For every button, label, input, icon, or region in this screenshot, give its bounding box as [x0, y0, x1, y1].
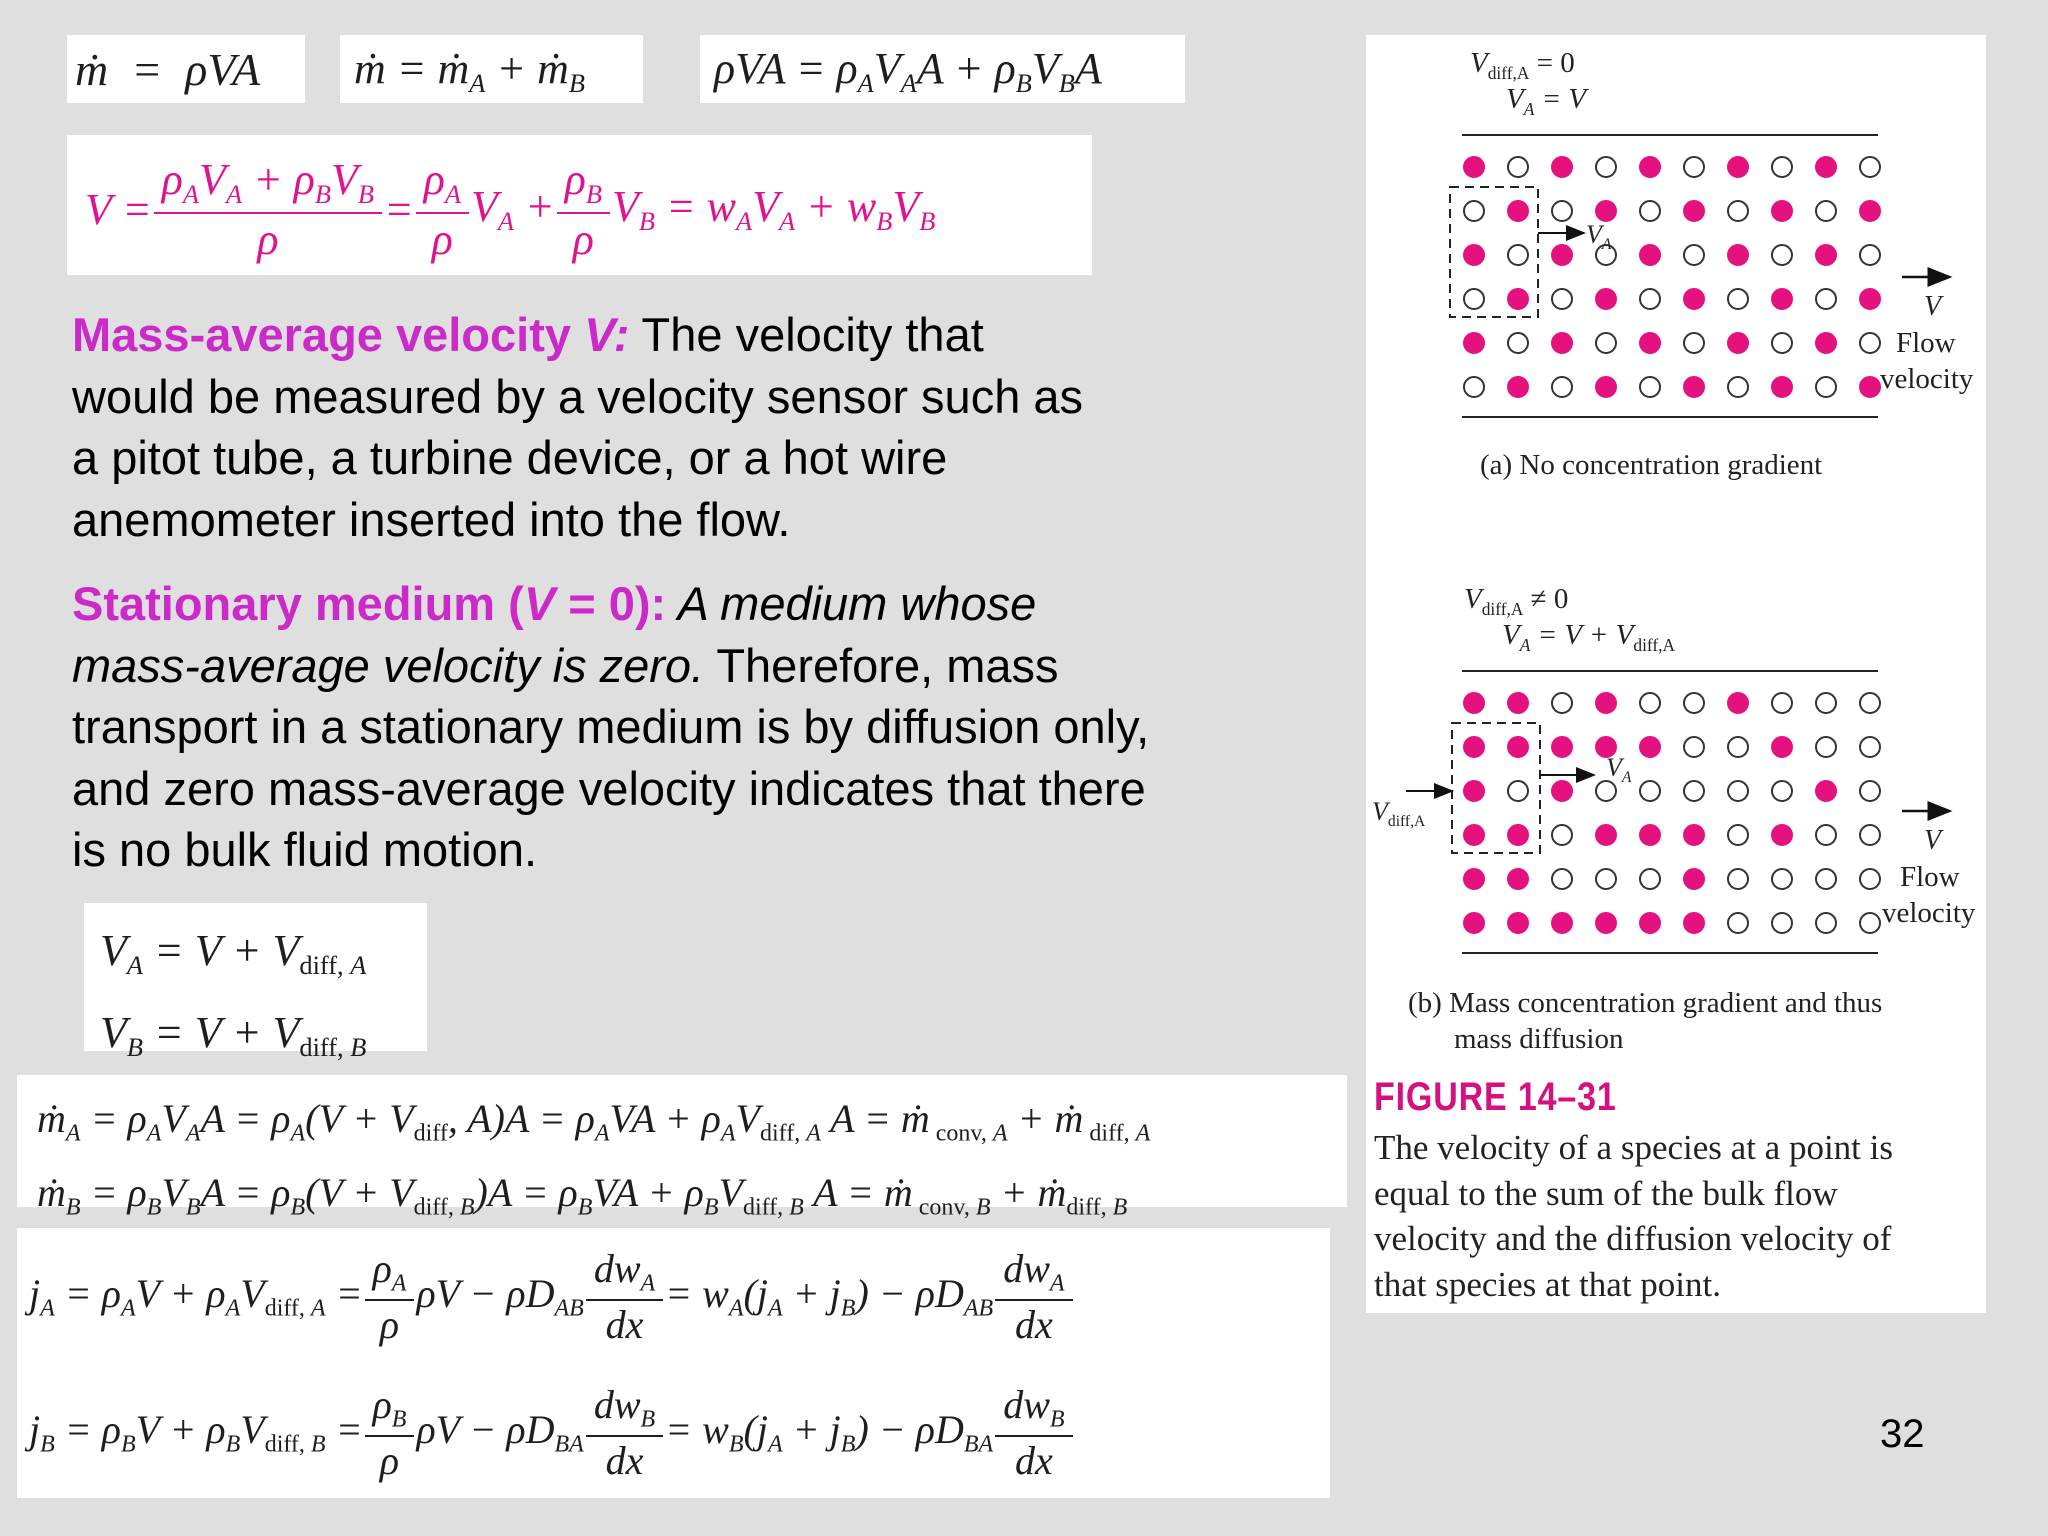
species-b-particle — [1640, 201, 1660, 221]
species-b-particle — [1684, 245, 1704, 265]
species-a-particle — [1464, 245, 1484, 265]
species-a-particle — [1552, 737, 1572, 757]
species-a-particle — [1640, 825, 1660, 845]
species-b-particle — [1772, 157, 1792, 177]
panel-a-v-label: V — [1924, 291, 1942, 322]
species-b-particle — [1640, 781, 1660, 801]
species-a-particle — [1464, 737, 1484, 757]
species-a-particle — [1772, 201, 1792, 221]
species-b-particle — [1816, 913, 1836, 933]
species-a-particle — [1684, 289, 1704, 309]
panel-b-particles — [1464, 693, 1880, 933]
species-a-particle — [1684, 377, 1704, 397]
species-b-particle — [1816, 825, 1836, 845]
species-a-particle — [1684, 201, 1704, 221]
species-b-particle — [1684, 781, 1704, 801]
species-a-particle — [1508, 377, 1528, 397]
species-b-particle — [1860, 737, 1880, 757]
figure-title: FIGURE 14–31 — [1374, 1075, 1617, 1119]
species-a-particle — [1464, 693, 1484, 713]
species-a-particle — [1772, 289, 1792, 309]
species-b-particle — [1816, 377, 1836, 397]
species-a-particle — [1816, 157, 1836, 177]
species-b-particle — [1508, 781, 1528, 801]
species-a-particle — [1640, 737, 1660, 757]
species-b-particle — [1772, 333, 1792, 353]
species-b-particle — [1552, 377, 1572, 397]
species-b-particle — [1728, 289, 1748, 309]
mass-flow-sum-equation: ṁ = ṁ$_A$ + ṁ$_B$ — [340, 35, 643, 103]
panel-a-velocity-label: velocity — [1880, 363, 1974, 395]
species-b-particle — [1640, 289, 1660, 309]
species-mass-flow-equations: ṁ$_A$ = $\rho_AV_AA = \rho_A(V + V_{diff}$, $A)A = \rho_AVA + \rho_AV_{diff, A}$ A = ṁ $_{conv, A}$ + ṁ $_{diff, A}$ ṁ$_B$ = $\rho_BV_BA = \rho_B(V + V_{diff, B})A = \rho_BVA + \rho_BV_{diff, B}$ A = ṁ $_{conv, B}$ + ṁ$_{diff, B}$ — [17, 1075, 1347, 1207]
species-b-particle — [1596, 157, 1616, 177]
species-b-particle — [1860, 781, 1880, 801]
species-a-particle — [1684, 913, 1704, 933]
species-b-particle — [1464, 377, 1484, 397]
species-a-particle — [1596, 825, 1616, 845]
species-b-particle — [1728, 913, 1748, 933]
species-b-particle — [1596, 333, 1616, 353]
species-b-particle — [1860, 825, 1880, 845]
species-b-particle — [1552, 289, 1572, 309]
mass-flow-equation: ṁ = ρVA — [67, 35, 305, 103]
species-b-particle — [1772, 245, 1792, 265]
panel-b-caption: (b) Mass concentration gradient and thus mass diffusion — [1408, 987, 1883, 1055]
panel-b-velocity-label: velocity — [1882, 897, 1976, 929]
panel-a-va-label: $V_A$ — [1586, 220, 1612, 254]
mass-flux-equations: $j_A = \rho_AV + \rho_AV_{diff, A}$ = $\frac{\rho_A}{\rho}$ $\rho V - \rho D_{AB}$ $\frac{dw_A}{dx}$ = $w_A(j_A + j_B) - \rho D_{AB}$ $\frac{dw_A}{dx}$ $j_B = \rho_BV + \rho_BV_{diff, B}$ = $\frac{\rho_B}{\rho}$ $\rho V - \rho D_{BA}$ $\frac{dw_B}{dx}$ = $w_B(j_A + j_B) - \rho D_{BA}$ $\frac{dw_B}{dx}$ — [17, 1228, 1330, 1498]
figure-caption: The velocity of a species at a point is equal to the sum of the bulk flow velocity and the diffusion velocity of that species at that point. — [1374, 1128, 1894, 1304]
species-b-particle — [1728, 869, 1748, 889]
species-a-particle — [1860, 201, 1880, 221]
panel-b-vdiff-label: $V_{diff,A}$ — [1372, 797, 1426, 831]
species-a-particle — [1640, 157, 1660, 177]
species-a-particle — [1860, 377, 1880, 397]
species-b-particle — [1684, 737, 1704, 757]
species-b-particle — [1860, 693, 1880, 713]
species-b-particle — [1772, 781, 1792, 801]
species-b-particle — [1640, 693, 1660, 713]
definition-term: Stationary medium ( — [72, 577, 524, 630]
species-b-particle — [1508, 333, 1528, 353]
species-b-particle — [1684, 157, 1704, 177]
species-b-particle — [1816, 737, 1836, 757]
panel-b-va-label: $V_A$ — [1606, 753, 1632, 787]
species-b-particle — [1640, 377, 1660, 397]
species-a-particle — [1772, 377, 1792, 397]
species-b-particle — [1464, 201, 1484, 221]
species-a-particle — [1816, 781, 1836, 801]
species-a-particle — [1772, 825, 1792, 845]
species-a-particle — [1596, 377, 1616, 397]
species-b-particle — [1552, 693, 1572, 713]
species-b-particle — [1772, 693, 1792, 713]
species-b-particle — [1684, 693, 1704, 713]
species-b-particle — [1772, 913, 1792, 933]
panel-a-caption: (a) No concentration gradient — [1480, 449, 1823, 481]
species-b-particle — [1728, 377, 1748, 397]
species-a-particle — [1508, 289, 1528, 309]
species-velocity-equations: $V_A = V + V_{diff, A}$ $V_B = V + V_{diff, B}$ — [84, 903, 427, 1051]
species-a-particle — [1684, 869, 1704, 889]
species-b-particle — [1772, 869, 1792, 889]
species-b-particle — [1860, 245, 1880, 265]
particle-diagrams — [1366, 35, 1986, 1035]
stationary-medium-definition: Stationary medium (V = 0): A medium whose mass-average velocity is zero. Therefore, mass transport in a stationary medium is by diffusion only, and zero mass-average velocity indicates that there is no bulk fluid motion. — [72, 577, 1150, 876]
species-b-particle — [1552, 201, 1572, 221]
species-a-particle — [1640, 245, 1660, 265]
species-b-particle — [1860, 913, 1880, 933]
definition-term: Mass-average velocity — [72, 308, 585, 361]
species-a-particle — [1596, 201, 1616, 221]
species-a-particle — [1816, 333, 1836, 353]
species-b-particle — [1816, 693, 1836, 713]
species-b-particle — [1728, 781, 1748, 801]
species-a-particle — [1816, 245, 1836, 265]
species-a-particle — [1552, 157, 1572, 177]
species-a-particle — [1508, 201, 1528, 221]
species-b-particle — [1816, 201, 1836, 221]
species-a-particle — [1728, 245, 1748, 265]
species-a-particle — [1464, 869, 1484, 889]
species-a-particle — [1552, 781, 1572, 801]
mass-average-velocity-definition: Mass-average velocity V: The velocity that would be measured by a velocity sensor such as a pitot tube, a turbine device, or a hot wire anemometer inserted into the flow. — [72, 308, 1084, 546]
species-b-particle — [1816, 289, 1836, 309]
species-b-particle — [1816, 869, 1836, 889]
species-b-particle — [1552, 825, 1572, 845]
panel-a-flow-label: Flow — [1896, 327, 1956, 359]
species-a-particle — [1596, 913, 1616, 933]
species-a-particle — [1596, 693, 1616, 713]
panel-b-v-label: V — [1924, 825, 1942, 856]
species-b-particle — [1508, 245, 1528, 265]
species-a-particle — [1860, 289, 1880, 309]
species-b-particle — [1860, 333, 1880, 353]
species-b-particle — [1728, 201, 1748, 221]
mass-average-velocity-equation: V = $\frac{\rho_AV_A + \rho_BV_B}{\rho}$ = $\frac{\rho_A}{\rho}$ $V_A$ + $\frac{\rho_B}{\rho}$ $V_B = w_AV_A + w_BV_B$ — [67, 135, 1092, 275]
species-a-particle — [1464, 825, 1484, 845]
species-b-particle — [1860, 869, 1880, 889]
species-b-particle — [1508, 157, 1528, 177]
species-b-particle — [1464, 289, 1484, 309]
species-a-particle — [1772, 737, 1792, 757]
species-a-particle — [1640, 913, 1660, 933]
panel-a-vdiff-equation: $V_{diff,A} = 0$ — [1470, 47, 1575, 83]
species-a-particle — [1464, 913, 1484, 933]
panel-a-particles — [1464, 157, 1880, 397]
figure-14-31 — [1366, 35, 1986, 1313]
species-b-particle — [1860, 157, 1880, 177]
species-a-particle — [1552, 913, 1572, 933]
species-a-particle — [1464, 333, 1484, 353]
species-a-particle — [1728, 157, 1748, 177]
species-a-particle — [1508, 825, 1528, 845]
species-a-particle — [1728, 333, 1748, 353]
species-b-particle — [1596, 869, 1616, 889]
species-a-particle — [1640, 333, 1660, 353]
species-b-particle — [1552, 869, 1572, 889]
species-a-particle — [1508, 737, 1528, 757]
species-a-particle — [1552, 245, 1572, 265]
density-velocity-equation: $\rho VA = \rho_AV_AA + \rho_BV_BA$ — [700, 35, 1185, 103]
species-a-particle — [1508, 913, 1528, 933]
panel-b-vdiff-equation: $V_{diff,A} \ne 0$ — [1464, 583, 1569, 619]
species-a-particle — [1552, 333, 1572, 353]
species-a-particle — [1684, 825, 1704, 845]
panel-b-va-equation: $V_A = V + V_{diff,A}$ — [1502, 619, 1676, 655]
panel-a-va-equation: $V_A = V$ — [1506, 83, 1587, 119]
species-a-particle — [1508, 693, 1528, 713]
species-a-particle — [1464, 781, 1484, 801]
species-a-particle — [1508, 869, 1528, 889]
species-a-particle — [1464, 157, 1484, 177]
species-b-particle — [1640, 869, 1660, 889]
species-a-particle — [1728, 693, 1748, 713]
page-number: 32 — [1880, 1412, 1925, 1456]
species-b-particle — [1728, 825, 1748, 845]
panel-b-flow-label: Flow — [1900, 861, 1960, 893]
species-a-particle — [1596, 289, 1616, 309]
species-b-particle — [1728, 737, 1748, 757]
species-b-particle — [1684, 333, 1704, 353]
